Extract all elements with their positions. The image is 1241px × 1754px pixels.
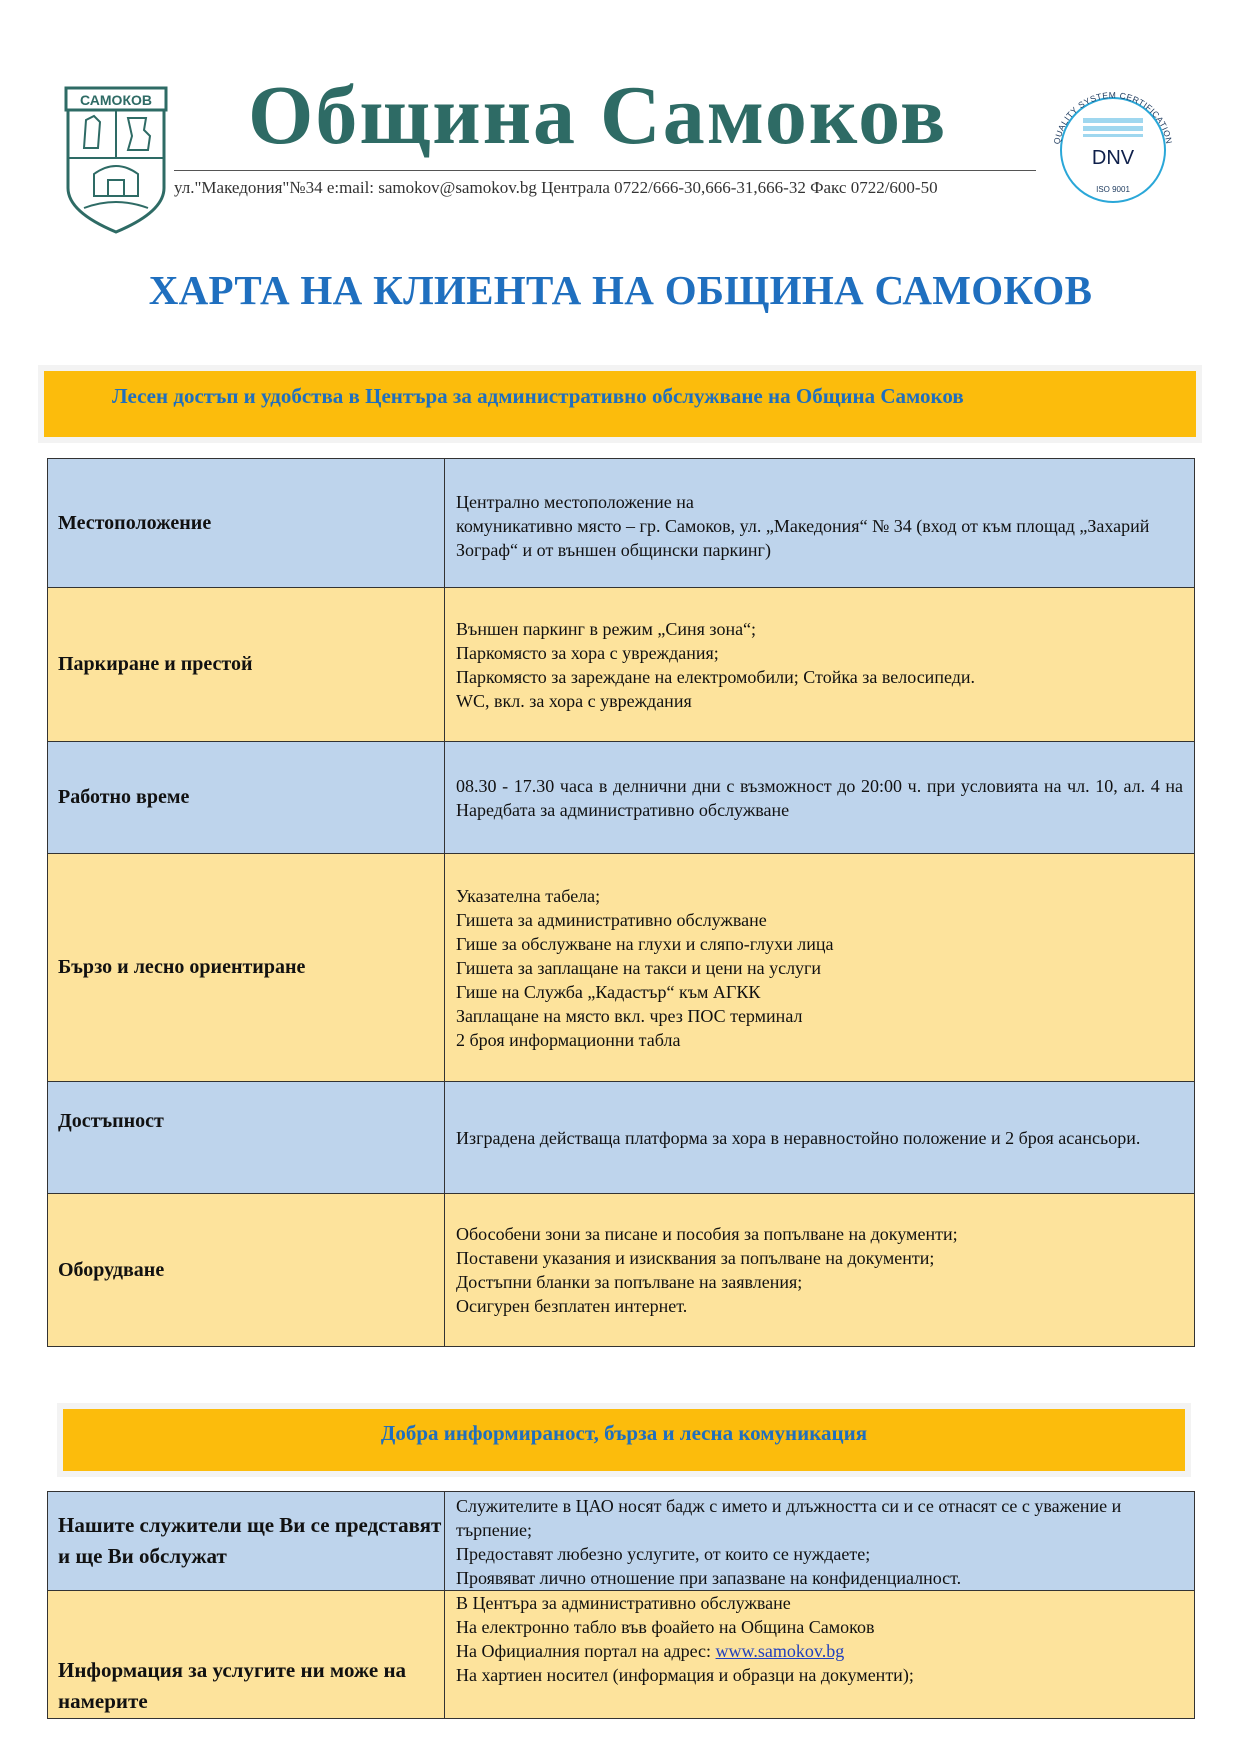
row-value-parking: Външен паркинг в режим „Синя зона“; Паркомясто за хора с увреждания; Паркомясто за зареждане на електромобили; Стойка за велосипеди. WC, вкл. за хора с увреждания <box>445 588 1195 742</box>
row-label-staff: Нашите служители ще Ви се представят и ще Ви обслужат <box>48 1492 445 1591</box>
cert-ring-text: QUALITY SYSTEM CERTIFICATION <box>1051 89 1175 145</box>
section2-table <box>47 1491 1195 1719</box>
section1-heading: Лесен достъп и удобства в Центъра за административно обслужване на Община Самоков <box>112 384 964 408</box>
section1-table <box>47 458 1195 1347</box>
municipality-name: Община Самоков <box>248 69 948 162</box>
row-value-equipment: Обособени зони за писане и пособия за попълване на документи; Поставени указания и изисквания за попълване на документи; Достъпни бланки за попълване на заявления; Осигурен безплатен интернет. <box>445 1194 1195 1347</box>
table-row <box>48 1591 1195 1719</box>
info-line: На хартиен носител (информация и образци на документи); <box>456 1665 914 1685</box>
row-value-location: Централно местоположение на комуникативно място – гр. Самоков, ул. „Македония“ № 34 (вход от към площад „Захарий Зограф“ и от външен общински паркинг) <box>445 459 1195 588</box>
row-value-working-hours: 08.30 - 17.30 часа в делнични дни с възможност до 20:00 ч. при условията на чл. 10, ал. 4 на Наредбата за административно обслужване <box>445 742 1195 854</box>
row-value-services-info <box>445 1591 1195 1719</box>
row-label-equipment: Оборудване <box>48 1194 445 1347</box>
table-row <box>48 459 1195 588</box>
portal-link[interactable]: www.samokov.bg <box>715 1641 845 1661</box>
row-label-services-info: Информация за услугите ни може на намерите <box>48 1591 445 1719</box>
table-row <box>48 742 1195 854</box>
table-row <box>48 1082 1195 1194</box>
header-divider <box>174 170 1036 171</box>
info-line <box>456 1639 1183 1663</box>
section2-banner <box>63 1409 1185 1471</box>
table-row <box>48 1492 1195 1591</box>
section2-heading: Добра информираност, бърза и лесна комуникация <box>380 1421 868 1445</box>
emblem-label: САМОКОВ <box>80 92 152 108</box>
samokov-emblem-logo <box>64 86 168 234</box>
row-label-orientation: Бързо и лесно ориентиране <box>48 854 445 1082</box>
info-line-prefix: На Официалния портал на адрес: <box>456 1641 716 1661</box>
cert-brand: DNV <box>1091 147 1135 169</box>
contact-info: ул."Македония"№34 e:mail: samokov@samokov.bg Централа 0722/666-30,666-31,666-32 Факс 0722/600-50 <box>174 178 938 197</box>
info-line: В Центъра за административно обслужване <box>456 1593 791 1613</box>
cert-standard: ISO 9001 <box>1096 185 1130 194</box>
row-value-orientation: Указателна табела; Гишета за административно обслужване Гише за обслужване на глухи и сляпо-глухи лица Гишета за заплащане на такси и цени на услуги Гише на Служба „Кадастър“ към АГКК Заплащане на място вкл. чрез ПОС терминал 2 броя информационни табла <box>445 854 1195 1082</box>
row-label-working-hours: Работно време <box>48 742 445 854</box>
document-title: ХАРТА НА КЛИЕНТА НА ОБЩИНА САМОКОВ <box>148 267 1093 313</box>
row-label-accessibility: Достъпност <box>48 1082 445 1194</box>
row-label-parking: Паркиране и престой <box>48 588 445 742</box>
table-row <box>48 1194 1195 1347</box>
row-value-accessibility: Изградена действаща платформа за хора в неравностойно положение и 2 броя асансьори. <box>445 1082 1195 1194</box>
dnv-iso-certification-icon <box>1045 86 1181 204</box>
row-value-staff: Служителите в ЦАО носят бадж с името и длъжността си и се отнасят се с уважение и търпение; Предоставят любезно услугите, от които се нуждаете; Проявяват лично отношение при запазване на конфиденциалност. <box>445 1492 1195 1591</box>
table-row <box>48 588 1195 742</box>
section1-banner <box>44 371 1196 437</box>
table-row <box>48 854 1195 1082</box>
info-line: На електронно табло във фоайето на Община Самоков <box>456 1617 875 1637</box>
row-label-location: Местоположение <box>48 459 445 588</box>
